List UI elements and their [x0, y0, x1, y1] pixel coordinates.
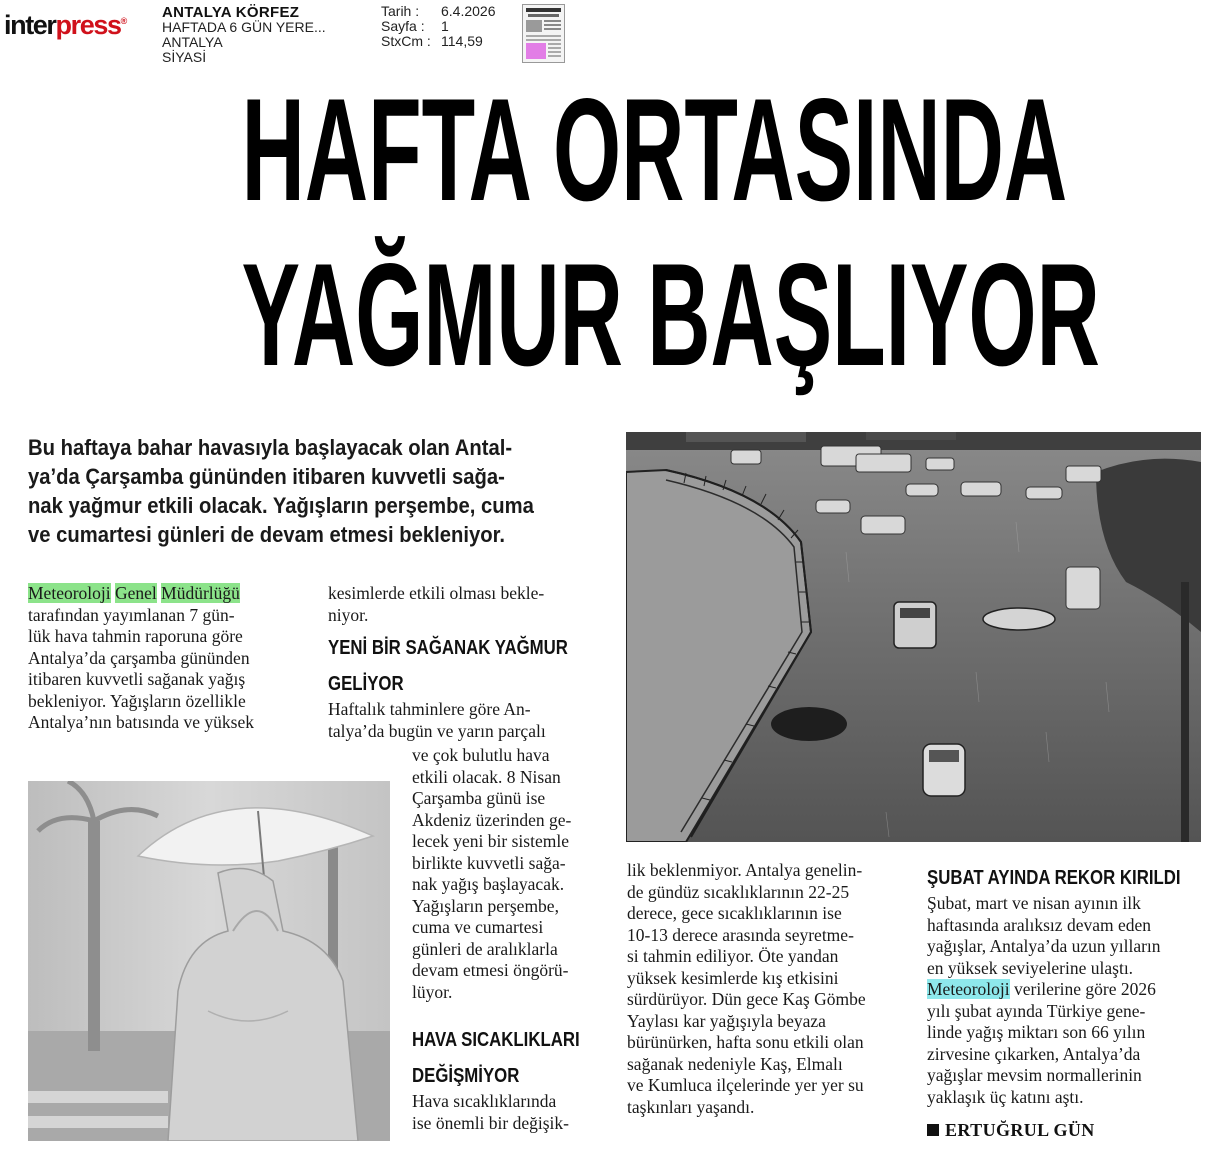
lead-line: ve cumartesi günleri de devam etmesi bekleniyor.: [28, 522, 505, 547]
text-line: devam etmesi öngörü-: [412, 960, 569, 980]
highlight-mudurlugu: Müdürlüğü: [161, 583, 240, 603]
subheading-hava-sicakliklari-cont: DEĞİŞMİYOR: [412, 1065, 520, 1087]
text-line: birlikte kuvvetli sağa-: [412, 852, 566, 873]
highlight-meteoroloji: Meteoroloji: [28, 583, 111, 603]
lead-line: Bu haftaya bahar havasıyla başlayacak olan Antal-: [28, 435, 513, 460]
text-line: Haftalık tahminlere göre An-: [328, 699, 531, 719]
text-line: lecek yeni bir sistemle: [412, 831, 569, 851]
interpress-logo: [4, 6, 127, 40]
text-line: etkili olacak. 8 Nisan: [412, 766, 561, 787]
text-line: lük hava tahmin raporuna göre: [28, 626, 243, 646]
text-line: sürdürüyor. Dün gece Kaş Gömbe: [627, 989, 866, 1009]
lead-line: ya’da Çarşamba gününden itibaren kuvvetli sağa-: [28, 464, 505, 489]
logo-inter: inter: [4, 10, 56, 40]
umbrella-person-photo: [28, 781, 390, 1141]
author-name: ERTUĞRUL GÜN: [945, 1120, 1095, 1140]
stxcm-row: [381, 34, 496, 49]
text-line: yüksek kesimlerde kış etkisini: [627, 967, 839, 988]
logo-press: press: [55, 10, 121, 40]
text-line: bürünürken, hafta sonu etkili olan: [627, 1032, 864, 1052]
text-line: yağışlar mevsim normallerinin: [927, 1065, 1142, 1085]
text-line: lüyor.: [412, 981, 453, 1002]
lead-paragraph: [28, 433, 608, 549]
text-line: tarafından yayımlanan 7 gün-: [28, 604, 235, 625]
clip-details: [381, 4, 496, 49]
date-value: 6.4.2026: [441, 3, 496, 19]
page-row: [381, 19, 496, 34]
text-line: sağanak nedeniyle Kaş, Elmalı: [627, 1053, 843, 1074]
text-line: Hava sıcaklıklarında: [412, 1091, 557, 1111]
column-1: [28, 583, 318, 734]
text-line: taşkınları yaşandı.: [627, 1096, 755, 1117]
text-line: Çarşamba günü ise: [412, 788, 546, 808]
publication-city: ANTALYA: [162, 34, 223, 50]
text-line-highlighted: [927, 979, 1207, 1001]
headline-line-2: YAĞMUR BAŞLIYOR: [241, 233, 1100, 396]
text-line: derece, gece sıcaklıklarının ise: [627, 903, 842, 923]
text-line: nak yağış başlayacak.: [412, 874, 565, 894]
subheading-yeni-saganak-cont: GELİYOR: [328, 673, 404, 695]
text-line: cuma ve cumartesi: [412, 917, 544, 937]
page-label: Sayfa :: [381, 18, 425, 34]
publication-category: SİYASİ: [162, 49, 207, 65]
text-line: Şubat, mart ve nisan ayının ilk: [927, 893, 1141, 913]
publication-frequency: HAFTADA 6 GÜN YERE...: [162, 19, 326, 35]
column-1-first-line: [28, 583, 318, 605]
text-line: 10-13 derece arasında seyretme-: [627, 924, 854, 945]
text-line: Yaylası kar yağışıyla beyaza: [627, 1010, 826, 1031]
publication-name: ANTALYA KÖRFEZ: [162, 4, 300, 21]
text-line: si tahmin ediliyor. Öte yandan: [627, 946, 839, 966]
text-line: Antalya’nın batısında ve yüksek: [28, 712, 254, 732]
text-line: lik beklenmiyor. Antalya genelin-: [627, 860, 863, 880]
text-line: ve Kumluca ilçelerinde yer yer su: [627, 1075, 864, 1095]
subheading-hava-sicakliklari: HAVA SICAKLIKLARI: [412, 1029, 580, 1051]
text-line: Yağışların perşembe,: [412, 895, 559, 916]
date-row: [381, 4, 496, 19]
headline-line-1: HAFTA ORTASINDA: [241, 68, 1068, 231]
text-line: bekleniyor. Yağışların özellikle: [28, 690, 246, 711]
column-2-narrow: [412, 745, 612, 1003]
text-line: günleri de aralıklarla: [412, 938, 558, 959]
text-line: yağışlar, Antalya’da uzun yılların: [927, 936, 1161, 956]
page-value: 1: [441, 18, 449, 34]
page-thumbnail[interactable]: [522, 4, 565, 63]
highlight-meteoroloji-2: Meteoroloji: [927, 979, 1010, 999]
column-4: [927, 893, 1207, 1108]
lead-line: nak yağmur etkili olacak. Yağışların perşembe, cuma: [28, 493, 534, 518]
text-line: niyor.: [328, 604, 369, 625]
stxcm-label: StxCm :: [381, 33, 431, 49]
text-line: Antalya’da çarşamba gününden: [28, 647, 250, 668]
column-2-top: [328, 583, 618, 626]
stxcm-value: 114,59: [441, 33, 483, 49]
date-label: Tarih :: [381, 3, 420, 19]
text-line: de gündüz sıcaklıklarının 22-25: [627, 881, 850, 902]
text-line: yaklaşık üç katını aştı.: [927, 1086, 1084, 1107]
text-fragment: verilerine göre 2026: [1009, 979, 1156, 999]
text-line: zirvesine çıkarken, Antalya’da: [927, 1043, 1141, 1064]
column-3: [627, 860, 912, 1118]
text-line: en yüksek seviyelerine ulaştı.: [927, 957, 1134, 978]
flooded-street-photo: [626, 432, 1201, 842]
text-line: ve çok bulutlu hava: [412, 745, 550, 765]
subheading-subat-rekor: ŞUBAT AYINDA REKOR KIRILDI: [927, 867, 1181, 889]
text-line: linde yağış miktarı son 66 yılın: [927, 1022, 1146, 1042]
text-line: yılı şubat ayında Türkiye gene-: [927, 1000, 1146, 1021]
text-line: haftasında aralıksız devam eden: [927, 914, 1151, 935]
column-2-full: [328, 699, 618, 742]
highlight-genel: Genel: [115, 583, 157, 603]
text-line: ise önemli bir değişik-: [412, 1112, 569, 1133]
text-line: itibaren kuvvetli sağanak yağış: [28, 669, 246, 689]
publication-info: [162, 5, 326, 65]
registered-mark-icon: ®: [120, 16, 128, 26]
text-line: kesimlerde etkili olması bekle-: [328, 583, 545, 603]
byline-square-icon: [927, 1124, 939, 1136]
subheading-yeni-saganak: YENİ BİR SAĞANAK YAĞMUR: [328, 637, 568, 659]
author-byline: [927, 1120, 1095, 1141]
column-2-bottom: [412, 1091, 612, 1134]
text-line: Akdeniz üzerinden ge-: [412, 809, 572, 830]
text-line: talya’da bugün ve yarın parçalı: [328, 720, 546, 741]
